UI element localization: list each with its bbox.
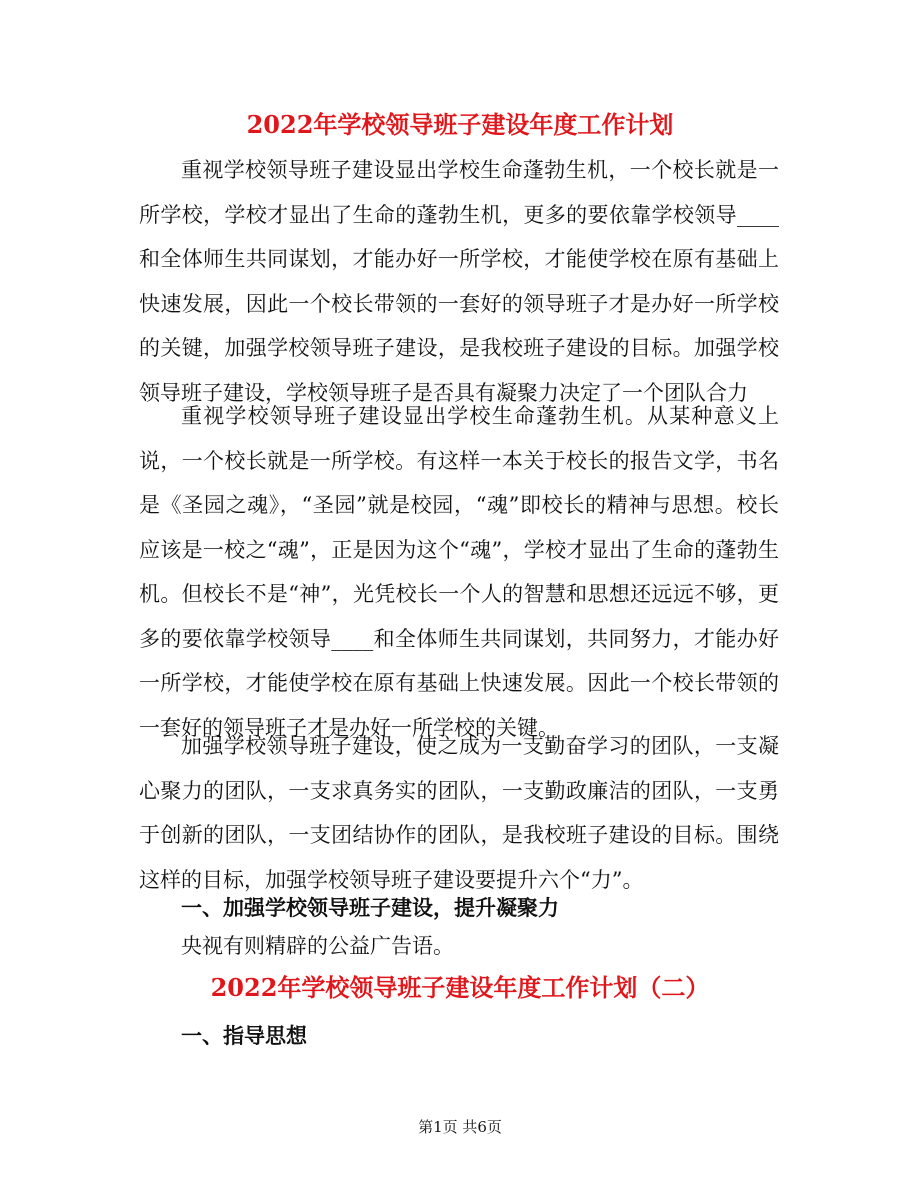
section-heading-cohesion: 一、加强学校领导班子建设，提升凝聚力	[181, 895, 559, 920]
document-title: 2022年学校领导班子建设年度工作计划	[246, 110, 674, 139]
body-line: 央视有则精辟的公益广告语。	[181, 934, 454, 958]
paragraph-1: 重视学校领导班子建设显出学校生命蓬勃生机，一个校长就是一所学校，学校才显出了生命的蓬勃生机，更多的要依靠学校领导____和全体师生共同谋划，才能办好一所学校，才能使学校在原有基础上快速发展，因此一个校长带领的一套好的领导班子才是办好一所学校的关键，加强学校领导班子建设，是我校班子建设的目标。加强学校领导班子建设，学校领导班子是否具有凝聚力决定了一个团队合力	[139, 158, 779, 405]
document-title-part-2: 2022年学校领导班子建设年度工作计划（二）	[210, 973, 710, 1002]
section-heading-guiding-ideology: 一、指导思想	[181, 1023, 307, 1048]
paragraph-2: 重视学校领导班子建设显出学校生命蓬勃生机。从某种意义上说，一个校长就是一所学校。有这样一本关于校长的报告文学，书名是《圣园之魂》，“圣园”就是校园，“魂”即校长的精神与思想。校长应该是一校之“魂”，正是因为这个“魂”，学校才显出了生命的蓬勃生机。但校长不是“神”，光凭校长一个人的智慧和思想还远远不够，更多的要依靠学校领导____和全体师生共同谋划，共同努力，才能办好一所学校，才能使学校在原有基础上快速发展。因此一个校长带领的一套好的领导班子才是办好一所学校的关键。	[139, 404, 779, 740]
page-number: 第1页 共6页	[418, 1118, 502, 1136]
paragraph-3: 加强学校领导班子建设，使之成为一支勤奋学习的团队，一支凝心聚力的团队，一支求真务实的团队，一支勤政廉洁的团队，一支勇于创新的团队，一支团结协作的团队，是我校班子建设的目标。围绕这样的目标，加强学校领导班子建设要提升六个“力”。	[139, 734, 779, 892]
